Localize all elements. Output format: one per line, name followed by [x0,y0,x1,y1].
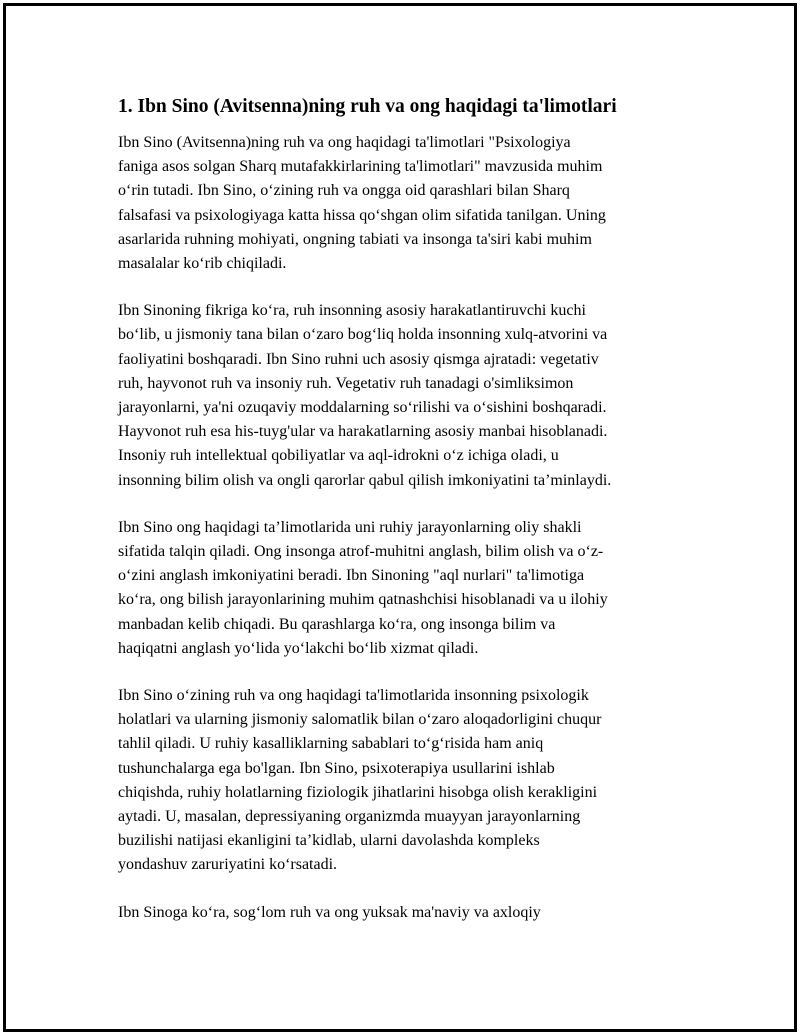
text-line: insonning bilim olish va ongli qarorlar qabul qilish imkoniyatini ta’minlaydi. [118,471,612,489]
text-line: jarayonlarni, ya'ni ozuqaviy moddalarning so‘rilishi va o‘sishini boshqaradi. [118,399,607,417]
text-line: bo‘lib, u jismoniy tana bilan o‘zaro bog‘liq holda insonning xulq-atvorini va [118,326,608,344]
text-line: ko‘ra, ong bilish jarayonlarining muhim qatnashchisi hisoblanadi va u ilohiy [118,591,608,609]
text-line: aytadi. U, masalan, depressiyaning organizmda muayyan jarayonlarning [118,808,581,826]
text-line: Ibn Sino o‘zining ruh va ong haqidagi ta'limotlarida insonning psixologik [118,687,589,705]
text-line: falsafasi va psixologiyaga katta hissa qo‘shgan olim sifatida tanilgan. Uning [118,206,606,224]
text-line: faniga asos solgan Sharq mutafakkirlarining ta'limotlari" mavzusida muhim [118,158,603,176]
text-line: o‘rin tutadi. Ibn Sino, o‘zining ruh va ongga oid qarashlari bilan Sharq [118,182,570,200]
text-line: Hayvonot ruh esa his-tuyg'ular va harakatlarning asosiy manbai hisoblanadi. [118,423,608,441]
text-line: Insoniy ruh intellektual qobiliyatlar va aql-idrokni o‘z ichiga oladi, u [118,447,559,465]
text-line: faoliyatini boshqaradi. Ibn Sino ruhni uch asosiy qismga ajratadi: vegetativ [118,350,599,368]
text-line: sifatida talqin qiladi. Ong insonga atrof-muhitni anglash, bilim olish va o‘z- [118,543,604,561]
text-line: chiqishda, ruhiy holatlarning fiziologik jihatlarini hisobga olish kerakligini [118,783,598,801]
document-body [118,93,690,948]
text-line: tahlil qiladi. U ruhiy kasalliklarning sabablari to‘g‘risida ham aniq [118,735,544,753]
text-line: Ibn Sino (Avitsenna)ning ruh va ong haqidagi ta'limotlari "Psixologiya [118,134,571,151]
paragraph-5 [118,901,690,925]
paragraph-3 [118,516,690,661]
text-line: holatlari va ularning jismoniy salomatlik bilan o‘zaro aloqadorligini chuqur [118,711,602,729]
text-line: yondashuv zaruriyatini ko‘rsatadi. [118,856,338,874]
text-line: tushunchalarga ega bo'lgan. Ibn Sino, psixoterapiya usullarini ishlab [118,759,555,777]
text-line: ruh, hayvonot ruh va insoniy ruh. Vegetativ ruh tanadagi o'simliksimon [118,374,574,392]
paragraph-4 [118,684,690,878]
text-line: Ibn Sinoga ko‘ra, sog‘lom ruh va ong yuksak ma'naviy va axloqiy [118,903,541,921]
text-line: o‘zini anglash imkoniyatini beradi. Ibn Sinoning "aql nurlari" ta'limotiga [118,567,585,585]
text-line: masalalar ko‘rib chiqiladi. [118,255,287,273]
text-line: asarlarida ruhning mohiyati, ongning tabiati va insonga ta'siri kabi muhim [118,230,592,248]
paragraph-2 [118,299,690,493]
text-line: Ibn Sino ong haqidagi ta’limotlarida uni ruhiy jarayonlarning oliy shakli [118,518,582,536]
paragraph-1 [118,131,690,276]
text-line: haqiqatni anglash yo‘lida yo‘lakchi bo‘lib xizmat qiladi. [118,639,479,657]
text-line: buzilishi natijasi ekanligini ta’kidlab, ularni davolashda kompleks [118,832,540,850]
text-line: manbadan kelib chiqadi. Bu qarashlarga ko‘ra, ong insonga bilim va [118,615,556,633]
text-line: Ibn Sinoning fikriga ko‘ra, ruh insonning asosiy harakatlantiruvchi kuchi [118,302,586,320]
section-heading: 1. Ibn Sino (Avitsenna)ning ruh va ong haqidagi ta'limotlari [118,96,617,117]
